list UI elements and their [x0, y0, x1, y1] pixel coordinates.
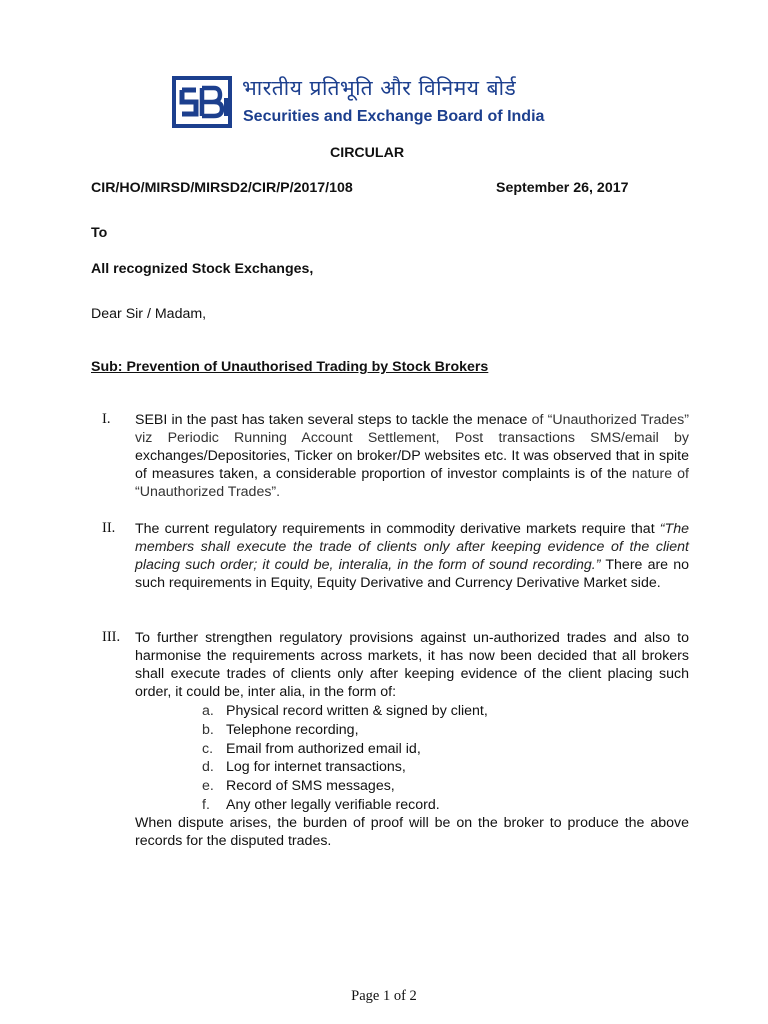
list-item	[202, 721, 502, 740]
paragraph-text: of “Unauthorized Trades” viz Periodic Running Account Settlement, Post transactions SMS/email by	[135, 412, 690, 446]
paragraph-text: nature of “Unauthorized Trades”.	[135, 466, 689, 500]
paragraph-text: There are no such requirements in Equity, Equity Derivative and Currency Derivative Market side.	[135, 557, 689, 591]
closing-statement: When dispute arises, the burden of proof will be on the broker to produce the above records for the disputed trades.	[135, 815, 689, 849]
paragraph-numeral: III.	[102, 629, 121, 645]
list-marker: d.	[202, 759, 214, 776]
list-marker: a.	[202, 703, 214, 719]
list-item	[202, 758, 502, 777]
list-item-text: Record of SMS messages,	[226, 778, 395, 795]
paragraph-text: exchanges/Depositories, Ticker on broker/DP websites etc. It was observed that in spite of measures taken, a considerable proportion of investor complaints is of the	[135, 448, 689, 482]
list-item-text: Physical record written & signed by client,	[226, 703, 488, 719]
list-item-text: Log for internet transactions,	[226, 759, 406, 776]
list-item-text: Any other legally verifiable record.	[226, 796, 440, 813]
list-marker: c.	[202, 740, 214, 757]
list-item-text: Telephone recording,	[226, 721, 359, 738]
list-item	[202, 702, 502, 721]
list-marker: e.	[202, 778, 214, 795]
list-item	[202, 740, 502, 759]
salutation: Dear Sir / Madam,	[91, 306, 207, 322]
recipient: All recognized Stock Exchanges,	[91, 261, 314, 277]
paragraph-numeral: II.	[102, 520, 116, 536]
evidence-list	[202, 702, 502, 815]
list-marker: f.	[202, 796, 210, 813]
org-name-hindi: भारतीय प्रतिभूति और विनिमय बोर्ड	[242, 76, 517, 100]
list-marker: b.	[202, 721, 214, 738]
paragraph-3	[135, 629, 689, 701]
circular-number: CIR/HO/MIRSD/MIRSD2/CIR/P/2017/108	[91, 180, 353, 196]
list-item	[202, 796, 502, 815]
list-item	[202, 777, 502, 796]
page-number: Page 1 of 2	[351, 988, 417, 1004]
subject-line: Sub: Prevention of Unauthorised Trading by Stock Brokers	[91, 359, 489, 375]
to-label: To	[91, 225, 108, 241]
circular-date: September 26, 2017	[496, 180, 629, 196]
document-type: CIRCULAR	[330, 145, 405, 161]
quoted-requirement: “The members shall execute the trade of clients only after keeping evidence of the client placing such order; it could be, interalia, in the form of sound recording.”	[135, 521, 689, 573]
paragraph-text: The current regulatory requirements in commodity derivative markets require that	[135, 521, 655, 537]
letterhead	[172, 74, 602, 130]
paragraph-text: To further strengthen regulatory provisions against un-authorized trades and also to harmonise the requirements across markets, it has now been decided that all brokers shall execute trades of clients only after keeping evidence of the client placing such order, it could be, inter alia, in the form of:	[135, 630, 689, 700]
sebi-logo	[172, 76, 232, 128]
list-item-text: Email from authorized email id,	[226, 740, 421, 757]
paragraph-numeral: I.	[102, 411, 111, 427]
org-name-english: Securities and Exchange Board of India	[243, 108, 545, 125]
paragraph-1	[135, 411, 689, 501]
paragraph-text: SEBI in the past has taken several steps to tackle the menace	[135, 412, 528, 428]
paragraph-2	[135, 520, 689, 592]
